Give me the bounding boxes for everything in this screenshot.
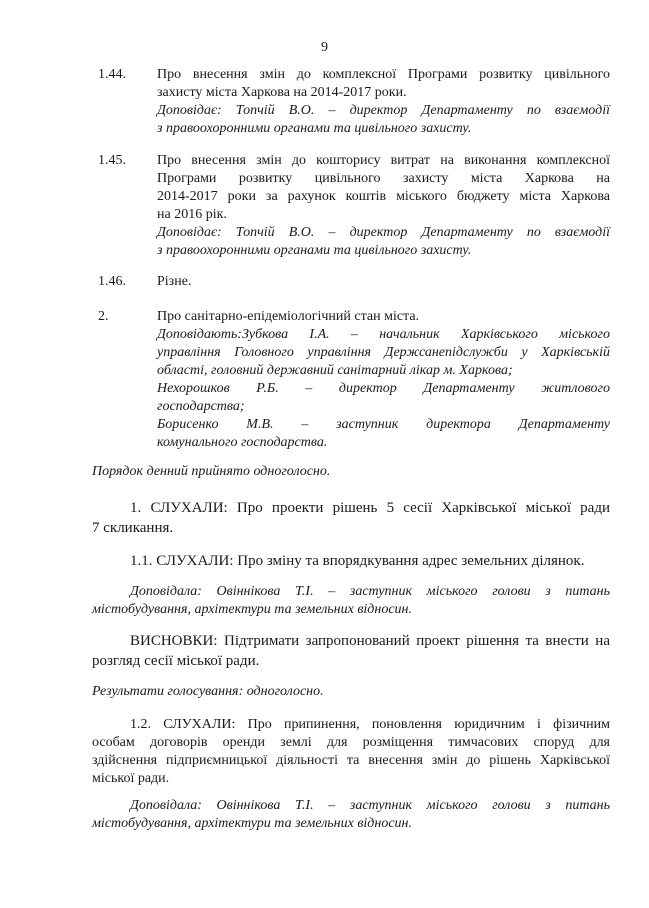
agenda-speaker-line: Доповідають:Зубкова І.А. – начальник Харківського міського xyxy=(157,327,610,342)
agenda-item-body xyxy=(157,308,610,452)
agenda-title-line: на 2016 рік. xyxy=(157,207,227,222)
speaker-line: містобудування, архітектури та земельних відносин. xyxy=(92,816,412,831)
speaker-section-1-1 xyxy=(92,583,610,619)
heard-line: 1.2. СЛУХАЛИ: Про припинення, поновлення юридичним і фізичним xyxy=(130,717,610,732)
agenda-speaker-line: комунального господарства. xyxy=(157,435,328,450)
agenda-speaker-line: Доповідає: Топчій В.О. – директор Департаменту по взаємодії xyxy=(157,225,610,240)
heard-line: здійснення підприємницької діяльності та внесення змін до рішень Харківської xyxy=(92,753,610,768)
agenda-item-body xyxy=(157,273,610,291)
agenda-item-number: 1.44. xyxy=(98,67,126,82)
agenda-adopted-text: Порядок денний прийнято одноголосно. xyxy=(92,464,331,479)
agenda-title-line: Різне. xyxy=(157,274,192,289)
vote-results-text: Результати голосування: одноголосно. xyxy=(92,684,324,699)
speaker-section-1-2 xyxy=(92,797,610,833)
agenda-item-number: 1.45. xyxy=(98,153,126,168)
agenda-speaker-line: управління Головного управління Держсанепідслужби у Харківській xyxy=(157,345,610,360)
agenda-speaker-line: Борисенко М.В. – заступник директора Департаменту xyxy=(157,417,610,432)
agenda-speaker-line: Нехорошков Р.Б. – директор Департаменту житлового xyxy=(157,381,610,396)
agenda-title-line: Про внесення змін до комплексної Програми розвитку цивільного xyxy=(157,67,610,82)
heard-line: 1. СЛУХАЛИ: Про проекти рішень 5 сесії Харківської міської ради xyxy=(130,500,610,516)
heard-section-1 xyxy=(92,498,610,538)
speaker-line: Доповідала: Овіннікова Т.І. – заступник міського голови з питань xyxy=(130,798,610,813)
agenda-title-line: Програми розвитку цивільного захисту міста Харкова на xyxy=(157,171,610,186)
agenda-title-line: Про внесення змін до кошторису витрат на виконання комплексної xyxy=(157,153,610,168)
agenda-item-1-46 xyxy=(98,273,610,291)
heard-section-1-1 xyxy=(92,551,610,571)
conclusions-line: ВИСНОВКИ: Підтримати запропонований проект рішення та внести на xyxy=(130,633,610,649)
heard-line: особам договорів оренди землі для розміщення тимчасових споруд для xyxy=(92,735,610,750)
agenda-speaker-line: Доповідає: Топчій В.О. – директор Департаменту по взаємодії xyxy=(157,103,610,118)
agenda-item-2 xyxy=(98,308,610,452)
agenda-title-line: 2014-2017 роки за рахунок коштів міського бюджету міста Харкова xyxy=(157,189,610,204)
agenda-item-1-45 xyxy=(98,152,610,260)
agenda-adopted-note xyxy=(92,463,610,481)
agenda-title-line: захисту міста Харкова на 2014-2017 роки. xyxy=(157,85,407,100)
agenda-speaker-line: з правоохоронними органами та цивільного захисту. xyxy=(157,121,472,136)
page-number: 9 xyxy=(321,40,328,55)
agenda-speaker-line: господарства; xyxy=(157,399,245,414)
heard-line: 7 скликання. xyxy=(92,520,174,536)
heard-section-1-2 xyxy=(92,716,610,788)
agenda-speaker-line: з правоохоронними органами та цивільного захисту. xyxy=(157,243,472,258)
conclusions-section-1-1 xyxy=(92,631,610,671)
speaker-line: Доповідала: Овіннікова Т.І. – заступник міського голови з питань xyxy=(130,584,610,599)
agenda-item-body xyxy=(157,152,610,260)
agenda-title-line: Про санітарно-епідеміологічний стан міста. xyxy=(157,309,420,324)
heard-line: міської ради. xyxy=(92,771,170,786)
agenda-item-number: 1.46. xyxy=(98,274,126,289)
agenda-item-body xyxy=(157,66,610,138)
agenda-item-1-44 xyxy=(98,66,610,138)
conclusions-line: розгляд сесії міської ради. xyxy=(92,653,260,669)
agenda-speaker-line: області, головний державний санітарний лікар м. Харкова; xyxy=(157,363,513,378)
speaker-line: містобудування, архітектури та земельних відносин. xyxy=(92,602,412,617)
agenda-item-number: 2. xyxy=(98,309,109,324)
heard-line: 1.1. СЛУХАЛИ: Про зміну та впорядкування адрес земельних ділянок. xyxy=(130,553,585,569)
vote-results-1-1 xyxy=(92,683,610,701)
